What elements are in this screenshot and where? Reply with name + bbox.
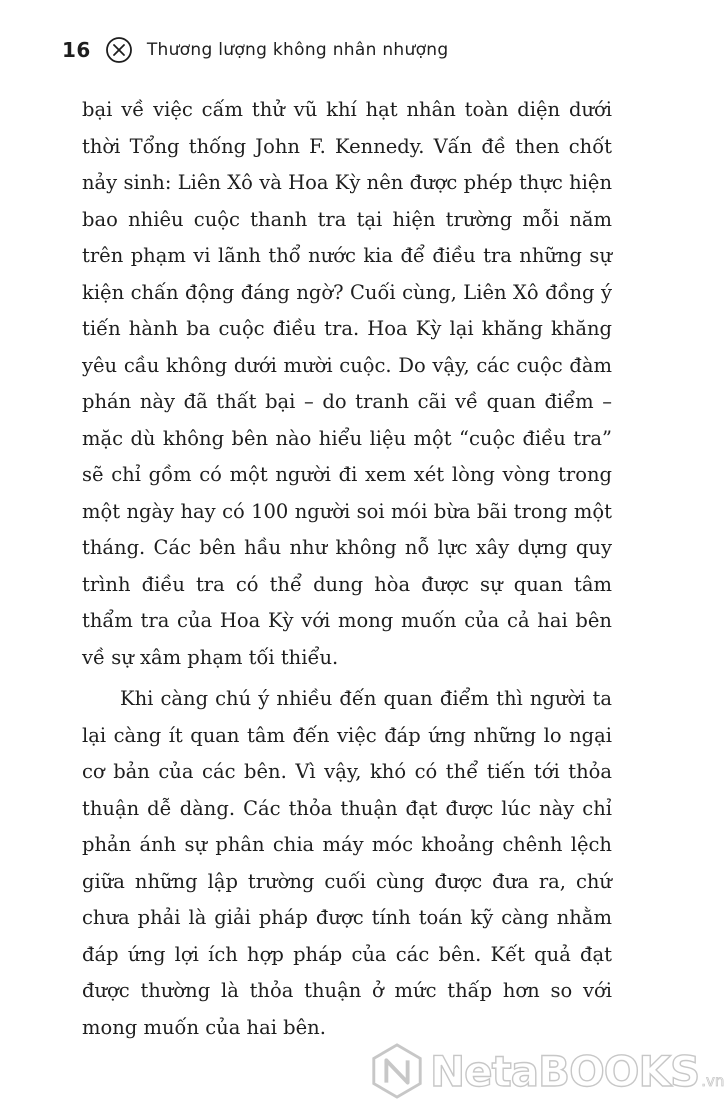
circled-x-icon bbox=[105, 36, 133, 64]
paragraph: bại về việc cấm thử vũ khí hạt nhân toàn diện dưới thời Tổng thống John F. Kennedy. Vấn đề then chốt nảy sinh: Liên Xô và Hoa Kỳ nên được phép thực hiện bao nhiêu cuộc thanh tra tại hiện trường mỗi năm trên phạm vi lãnh thổ nước kia để điều tra những sự kiện chấn động đáng ngờ? Cuối cùng, Liên Xô đồng ý tiến hành ba cuộc điều tra. Hoa Kỳ lại khăng khăng yêu cầu không dưới mười cuộc. Do vậy, các cuộc đàm phán này đã thất bại – do tranh cãi về quan điểm – mặc dù không bên nào hiểu liệu một “cuộc điều tra” sẽ chỉ gồm có một người đi xem xét lòng vòng trong một ngày hay có 100 người soi mói bừa bãi trong một tháng. Các bên hầu như không nỗ lực xây dựng quy trình điều tra có thể dung hòa được sự quan tâm thẩm tra của Hoa Kỳ với mong muốn của cả hai bên về sự xâm phạm tối thiểu. bbox=[82, 98, 612, 669]
paragraph: Khi càng chú ý nhiều đến quan điểm thì người ta lại càng ít quan tâm đến việc đáp ứng những lo ngại cơ bản của các bên. Vì vậy, khó có thể tiến tới thỏa thuận dễ dàng. Các thỏa thuận đạt được lúc này chỉ phản ánh sự phân chia máy móc khoảng chênh lệch giữa những lập trường cuối cùng được đưa ra, chứ chưa phải là giải pháp được tính toán kỹ càng nhằm đáp ứng lợi ích hợp pháp của các bên. Kết quả đạt được thường là thỏa thuận ở mức thấp hơn so với mong muốn của hai bên. bbox=[82, 687, 612, 1039]
body-text bbox=[82, 92, 612, 1046]
page-number: 16 bbox=[62, 38, 91, 62]
page-header bbox=[62, 34, 448, 66]
netabooks-logo-icon bbox=[368, 1042, 426, 1100]
watermark-domain: .vn bbox=[701, 1072, 724, 1090]
running-title: Thương lượng không nhân nhượng bbox=[146, 40, 449, 60]
watermark bbox=[368, 1040, 724, 1102]
watermark-brand: NetaBOOKS bbox=[430, 1046, 700, 1096]
